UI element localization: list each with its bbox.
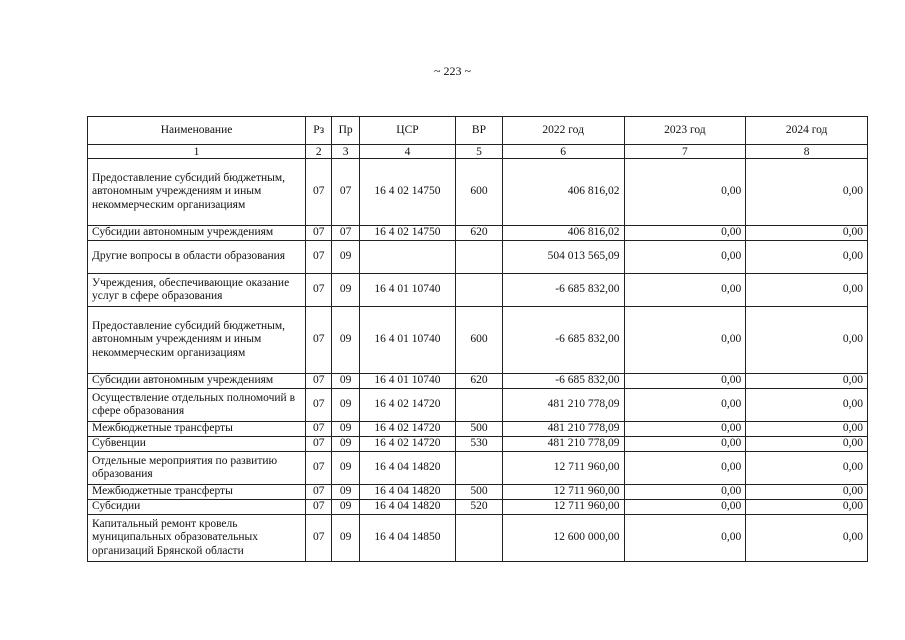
row-2024: 0,00 xyxy=(746,274,868,307)
column-number: 8 xyxy=(746,145,868,159)
row-csr: 16 4 01 10740 xyxy=(359,307,455,374)
row-2022: 481 210 778,09 xyxy=(502,389,624,422)
table-row xyxy=(88,374,868,389)
row-2023: 0,00 xyxy=(624,389,746,422)
row-name: Осуществление отдельных полномочий в сфере образования xyxy=(88,389,306,422)
row-vr: 500 xyxy=(456,422,503,437)
row-csr: 16 4 02 14750 xyxy=(359,226,455,241)
row-2024: 0,00 xyxy=(746,226,868,241)
row-pr: 09 xyxy=(332,452,359,485)
row-2022: 12 600 000,00 xyxy=(502,515,624,562)
table-row xyxy=(88,422,868,437)
row-pr: 09 xyxy=(332,500,359,515)
table-row xyxy=(88,437,868,452)
table-row xyxy=(88,226,868,241)
row-pr: 09 xyxy=(332,389,359,422)
row-2023: 0,00 xyxy=(624,452,746,485)
row-csr: 16 4 04 14820 xyxy=(359,485,455,500)
row-csr: 16 4 02 14720 xyxy=(359,437,455,452)
column-number-row xyxy=(88,145,868,159)
row-csr: 16 4 01 10740 xyxy=(359,274,455,307)
row-2022: 12 711 960,00 xyxy=(502,500,624,515)
row-2023: 0,00 xyxy=(624,485,746,500)
row-2022: 481 210 778,09 xyxy=(502,437,624,452)
row-vr: 600 xyxy=(456,159,503,226)
row-rz: 07 xyxy=(306,159,332,226)
row-name: Субсидии xyxy=(88,500,306,515)
column-number: 7 xyxy=(624,145,746,159)
row-name: Субсидии автономным учреждениям xyxy=(88,374,306,389)
row-2023: 0,00 xyxy=(624,226,746,241)
table-row xyxy=(88,500,868,515)
row-rz: 07 xyxy=(306,515,332,562)
row-csr: 16 4 04 14850 xyxy=(359,515,455,562)
row-2023: 0,00 xyxy=(624,500,746,515)
table-row xyxy=(88,515,868,562)
column-header-rz: Рз xyxy=(306,117,332,145)
row-rz: 07 xyxy=(306,485,332,500)
row-2022: 406 816,02 xyxy=(502,226,624,241)
row-2024: 0,00 xyxy=(746,437,868,452)
column-number: 3 xyxy=(332,145,359,159)
row-2023: 0,00 xyxy=(624,274,746,307)
row-pr: 09 xyxy=(332,422,359,437)
row-2022: 12 711 960,00 xyxy=(502,452,624,485)
row-name: Капитальный ремонт кровель муниципальных образовательных организаций Брянской области xyxy=(88,515,306,562)
row-2022: 481 210 778,09 xyxy=(502,422,624,437)
column-header-vr: ВР xyxy=(456,117,503,145)
row-2023: 0,00 xyxy=(624,422,746,437)
row-2023: 0,00 xyxy=(624,307,746,374)
table-row xyxy=(88,389,868,422)
column-number: 4 xyxy=(359,145,455,159)
row-name: Субвенции xyxy=(88,437,306,452)
row-rz: 07 xyxy=(306,500,332,515)
row-rz: 07 xyxy=(306,274,332,307)
row-vr: 600 xyxy=(456,307,503,374)
budget-table xyxy=(87,116,868,562)
row-2022: 406 816,02 xyxy=(502,159,624,226)
row-name: Предоставление субсидий бюджетным, автономным учреждениям и иным некоммерческим организациям xyxy=(88,159,306,226)
column-number: 6 xyxy=(502,145,624,159)
row-name: Субсидии автономным учреждениям xyxy=(88,226,306,241)
table-header-row xyxy=(88,117,868,145)
row-2024: 0,00 xyxy=(746,159,868,226)
row-2023: 0,00 xyxy=(624,241,746,274)
row-pr: 07 xyxy=(332,159,359,226)
row-pr: 09 xyxy=(332,437,359,452)
row-vr: 520 xyxy=(456,500,503,515)
row-csr xyxy=(359,241,455,274)
row-name: Предоставление субсидий бюджетным, автономным учреждениям и иным некоммерческим организациям xyxy=(88,307,306,374)
row-rz: 07 xyxy=(306,241,332,274)
row-2023: 0,00 xyxy=(624,159,746,226)
row-2024: 0,00 xyxy=(746,389,868,422)
row-vr: 500 xyxy=(456,485,503,500)
column-header-csr: ЦСР xyxy=(359,117,455,145)
row-2024: 0,00 xyxy=(746,500,868,515)
row-vr xyxy=(456,452,503,485)
row-pr: 07 xyxy=(332,226,359,241)
row-2024: 0,00 xyxy=(746,485,868,500)
row-2022: 12 711 960,00 xyxy=(502,485,624,500)
row-pr: 09 xyxy=(332,307,359,374)
row-2022: -6 685 832,00 xyxy=(502,374,624,389)
row-2024: 0,00 xyxy=(746,241,868,274)
table-row xyxy=(88,159,868,226)
column-number: 2 xyxy=(306,145,332,159)
column-header-name: Наименование xyxy=(88,117,306,145)
row-rz: 07 xyxy=(306,452,332,485)
row-vr: 620 xyxy=(456,226,503,241)
row-csr: 16 4 04 14820 xyxy=(359,500,455,515)
column-number: 5 xyxy=(456,145,503,159)
row-name: Межбюджетные трансферты xyxy=(88,422,306,437)
row-pr: 09 xyxy=(332,374,359,389)
page-number: ~ 223 ~ xyxy=(434,64,471,78)
row-pr: 09 xyxy=(332,241,359,274)
row-csr: 16 4 01 10740 xyxy=(359,374,455,389)
row-2023: 0,00 xyxy=(624,374,746,389)
row-name: Другие вопросы в области образования xyxy=(88,241,306,274)
row-2023: 0,00 xyxy=(624,515,746,562)
row-vr xyxy=(456,389,503,422)
row-name: Межбюджетные трансферты xyxy=(88,485,306,500)
row-vr xyxy=(456,274,503,307)
row-name: Отдельные мероприятия по развитию образования xyxy=(88,452,306,485)
row-2022: 504 013 565,09 xyxy=(502,241,624,274)
row-csr: 16 4 04 14820 xyxy=(359,452,455,485)
row-rz: 07 xyxy=(306,422,332,437)
row-rz: 07 xyxy=(306,226,332,241)
row-rz: 07 xyxy=(306,374,332,389)
row-2023: 0,00 xyxy=(624,437,746,452)
row-vr: 620 xyxy=(456,374,503,389)
row-vr xyxy=(456,515,503,562)
row-2024: 0,00 xyxy=(746,307,868,374)
row-pr: 09 xyxy=(332,515,359,562)
row-2022: -6 685 832,00 xyxy=(502,274,624,307)
row-csr: 16 4 02 14750 xyxy=(359,159,455,226)
row-rz: 07 xyxy=(306,437,332,452)
column-header-2023: 2023 год xyxy=(624,117,746,145)
column-header-2024: 2024 год xyxy=(746,117,868,145)
row-2024: 0,00 xyxy=(746,452,868,485)
row-2022: -6 685 832,00 xyxy=(502,307,624,374)
table-row xyxy=(88,274,868,307)
row-rz: 07 xyxy=(306,307,332,374)
column-header-pr: Пр xyxy=(332,117,359,145)
column-header-2022: 2022 год xyxy=(502,117,624,145)
row-vr xyxy=(456,241,503,274)
row-rz: 07 xyxy=(306,389,332,422)
row-2024: 0,00 xyxy=(746,374,868,389)
table-row xyxy=(88,485,868,500)
table-row xyxy=(88,452,868,485)
row-2024: 0,00 xyxy=(746,515,868,562)
row-pr: 09 xyxy=(332,274,359,307)
row-csr: 16 4 02 14720 xyxy=(359,389,455,422)
row-name: Учреждения, обеспечивающие оказание услуг в сфере образования xyxy=(88,274,306,307)
row-pr: 09 xyxy=(332,485,359,500)
table-row xyxy=(88,241,868,274)
row-vr: 530 xyxy=(456,437,503,452)
column-number: 1 xyxy=(88,145,306,159)
table-row xyxy=(88,307,868,374)
row-csr: 16 4 02 14720 xyxy=(359,422,455,437)
row-2024: 0,00 xyxy=(746,422,868,437)
